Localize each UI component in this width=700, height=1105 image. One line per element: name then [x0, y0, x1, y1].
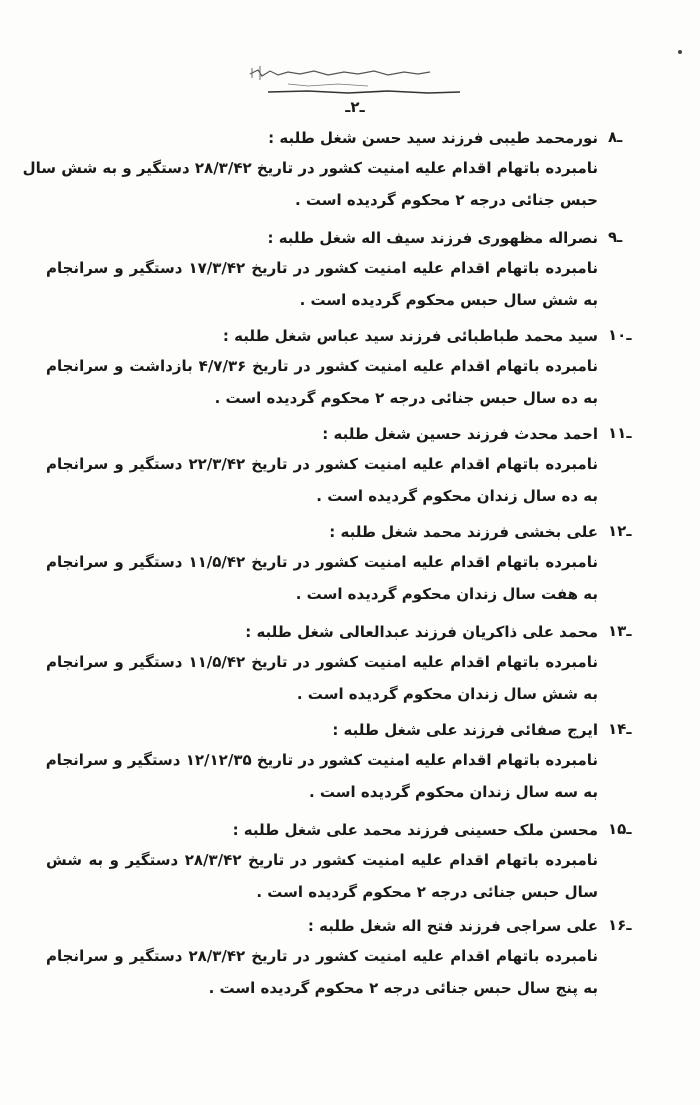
- entry-line-2: به ده سال زندان محکوم گردیده است .: [316, 487, 598, 505]
- entry-line-1: نامبرده باتهام اقدام علیه امنیت کشور در تاریخ ۲۸/۳/۴۲ دستگیر و سرانجام: [46, 947, 598, 965]
- entry-heading: نورمحمد طیبی فرزند سید حسن شغل طلبه :: [268, 129, 598, 147]
- entry-heading: محسن ملک حسینی فرزند محمد علی شغل طلبه :: [232, 821, 598, 839]
- entry-number: ۹ـ: [608, 228, 623, 246]
- entry-line-2: به سه سال زندان محکوم گردیده است .: [309, 783, 598, 801]
- entry-line-2: به شش سال حبس محکوم گردیده است .: [299, 291, 598, 309]
- entry-heading: نصراله مظهوری فرزند سیف اله شغل طلبه :: [267, 229, 598, 247]
- entry-line-1: نامبرده باتهام اقدام علیه امنیت کشور در تاریخ ۱۲/۱۲/۳۵ دستگیر و سرانجام: [45, 751, 598, 769]
- entry-line-1: نامبرده باتهام اقدام علیه امنیت کشور در تاریخ ۱۷/۳/۴۲ دستگیر و سرانجام: [46, 259, 598, 277]
- entry-number: ۱۰ـ: [608, 326, 632, 344]
- entry-heading: ایرج صفائی فرزند علی شغل طلبه :: [332, 721, 598, 739]
- entry-heading: سید محمد طباطبائی فرزند سید عباس شغل طلبه :: [222, 327, 598, 345]
- speck-mark: [678, 50, 682, 54]
- entry-heading: احمد محدث فرزند حسین شغل طلبه :: [322, 425, 598, 443]
- entry-number: ۱۳ـ: [608, 622, 632, 640]
- entry-heading: علی بخشی فرزند محمد شغل طلبه :: [329, 523, 598, 541]
- entry-line-1: نامبرده باتهام اقدام علیه امنیت کشور در تاریخ ۲۸/۳/۴۲ دستگیر و به شش: [46, 851, 598, 869]
- entry-line-1: نامبرده باتهام اقدام علیه امنیت کشور در تاریخ ۴/۷/۳۶ بازداشت و سرانجام: [46, 357, 598, 375]
- entry-line-1: نامبرده باتهام اقدام علیه امنیت کشور در تاریخ ۲۸/۳/۴۲ دستگیر و به شش سال: [22, 159, 598, 177]
- header-scribble: [248, 62, 463, 100]
- entry-line-2: به ده سال حبس جنائی درجه ۲ محکوم گردیده است .: [214, 389, 598, 407]
- entry-line-2: سال حبس جنائی درجه ۲ محکوم گردیده است .: [256, 883, 598, 901]
- entry-line-2: به پنج سال حبس جنائی درجه ۲ محکوم گردیده است .: [208, 979, 598, 997]
- entry-number: ۱۱ـ: [608, 424, 632, 442]
- entry-line-1: نامبرده باتهام اقدام علیه امنیت کشور در تاریخ ۱۱/۵/۴۲ دستگیر و سرانجام: [46, 653, 598, 671]
- entry-line-1: نامبرده باتهام اقدام علیه امنیت کشور در تاریخ ۲۲/۳/۴۲ دستگیر و سرانجام: [46, 455, 598, 473]
- entry-number: ۱۶ـ: [608, 916, 632, 934]
- page-number: ـ۲ـ: [345, 98, 365, 116]
- entry-number: ۱۵ـ: [608, 820, 632, 838]
- entry-line-2: به هفت سال زندان محکوم گردیده است .: [295, 585, 598, 603]
- entry-heading: علی سراجی فرزند فتح اله شغل طلبه :: [307, 917, 598, 935]
- entry-number: ۸ـ: [608, 128, 623, 146]
- entry-number: ۱۴ـ: [608, 720, 632, 738]
- entry-line-2: به شش سال زندان محکوم گردیده است .: [296, 685, 598, 703]
- entry-line-2: حبس جنائی درجه ۲ محکوم گردیده است .: [294, 191, 598, 209]
- entry-number: ۱۲ـ: [608, 522, 632, 540]
- entry-heading: محمد علی ذاکریان فرزند عبدالعالی شغل طلبه :: [245, 623, 598, 641]
- entry-line-1: نامبرده باتهام اقدام علیه امنیت کشور در تاریخ ۱۱/۵/۴۲ دستگیر و سرانجام: [46, 553, 598, 571]
